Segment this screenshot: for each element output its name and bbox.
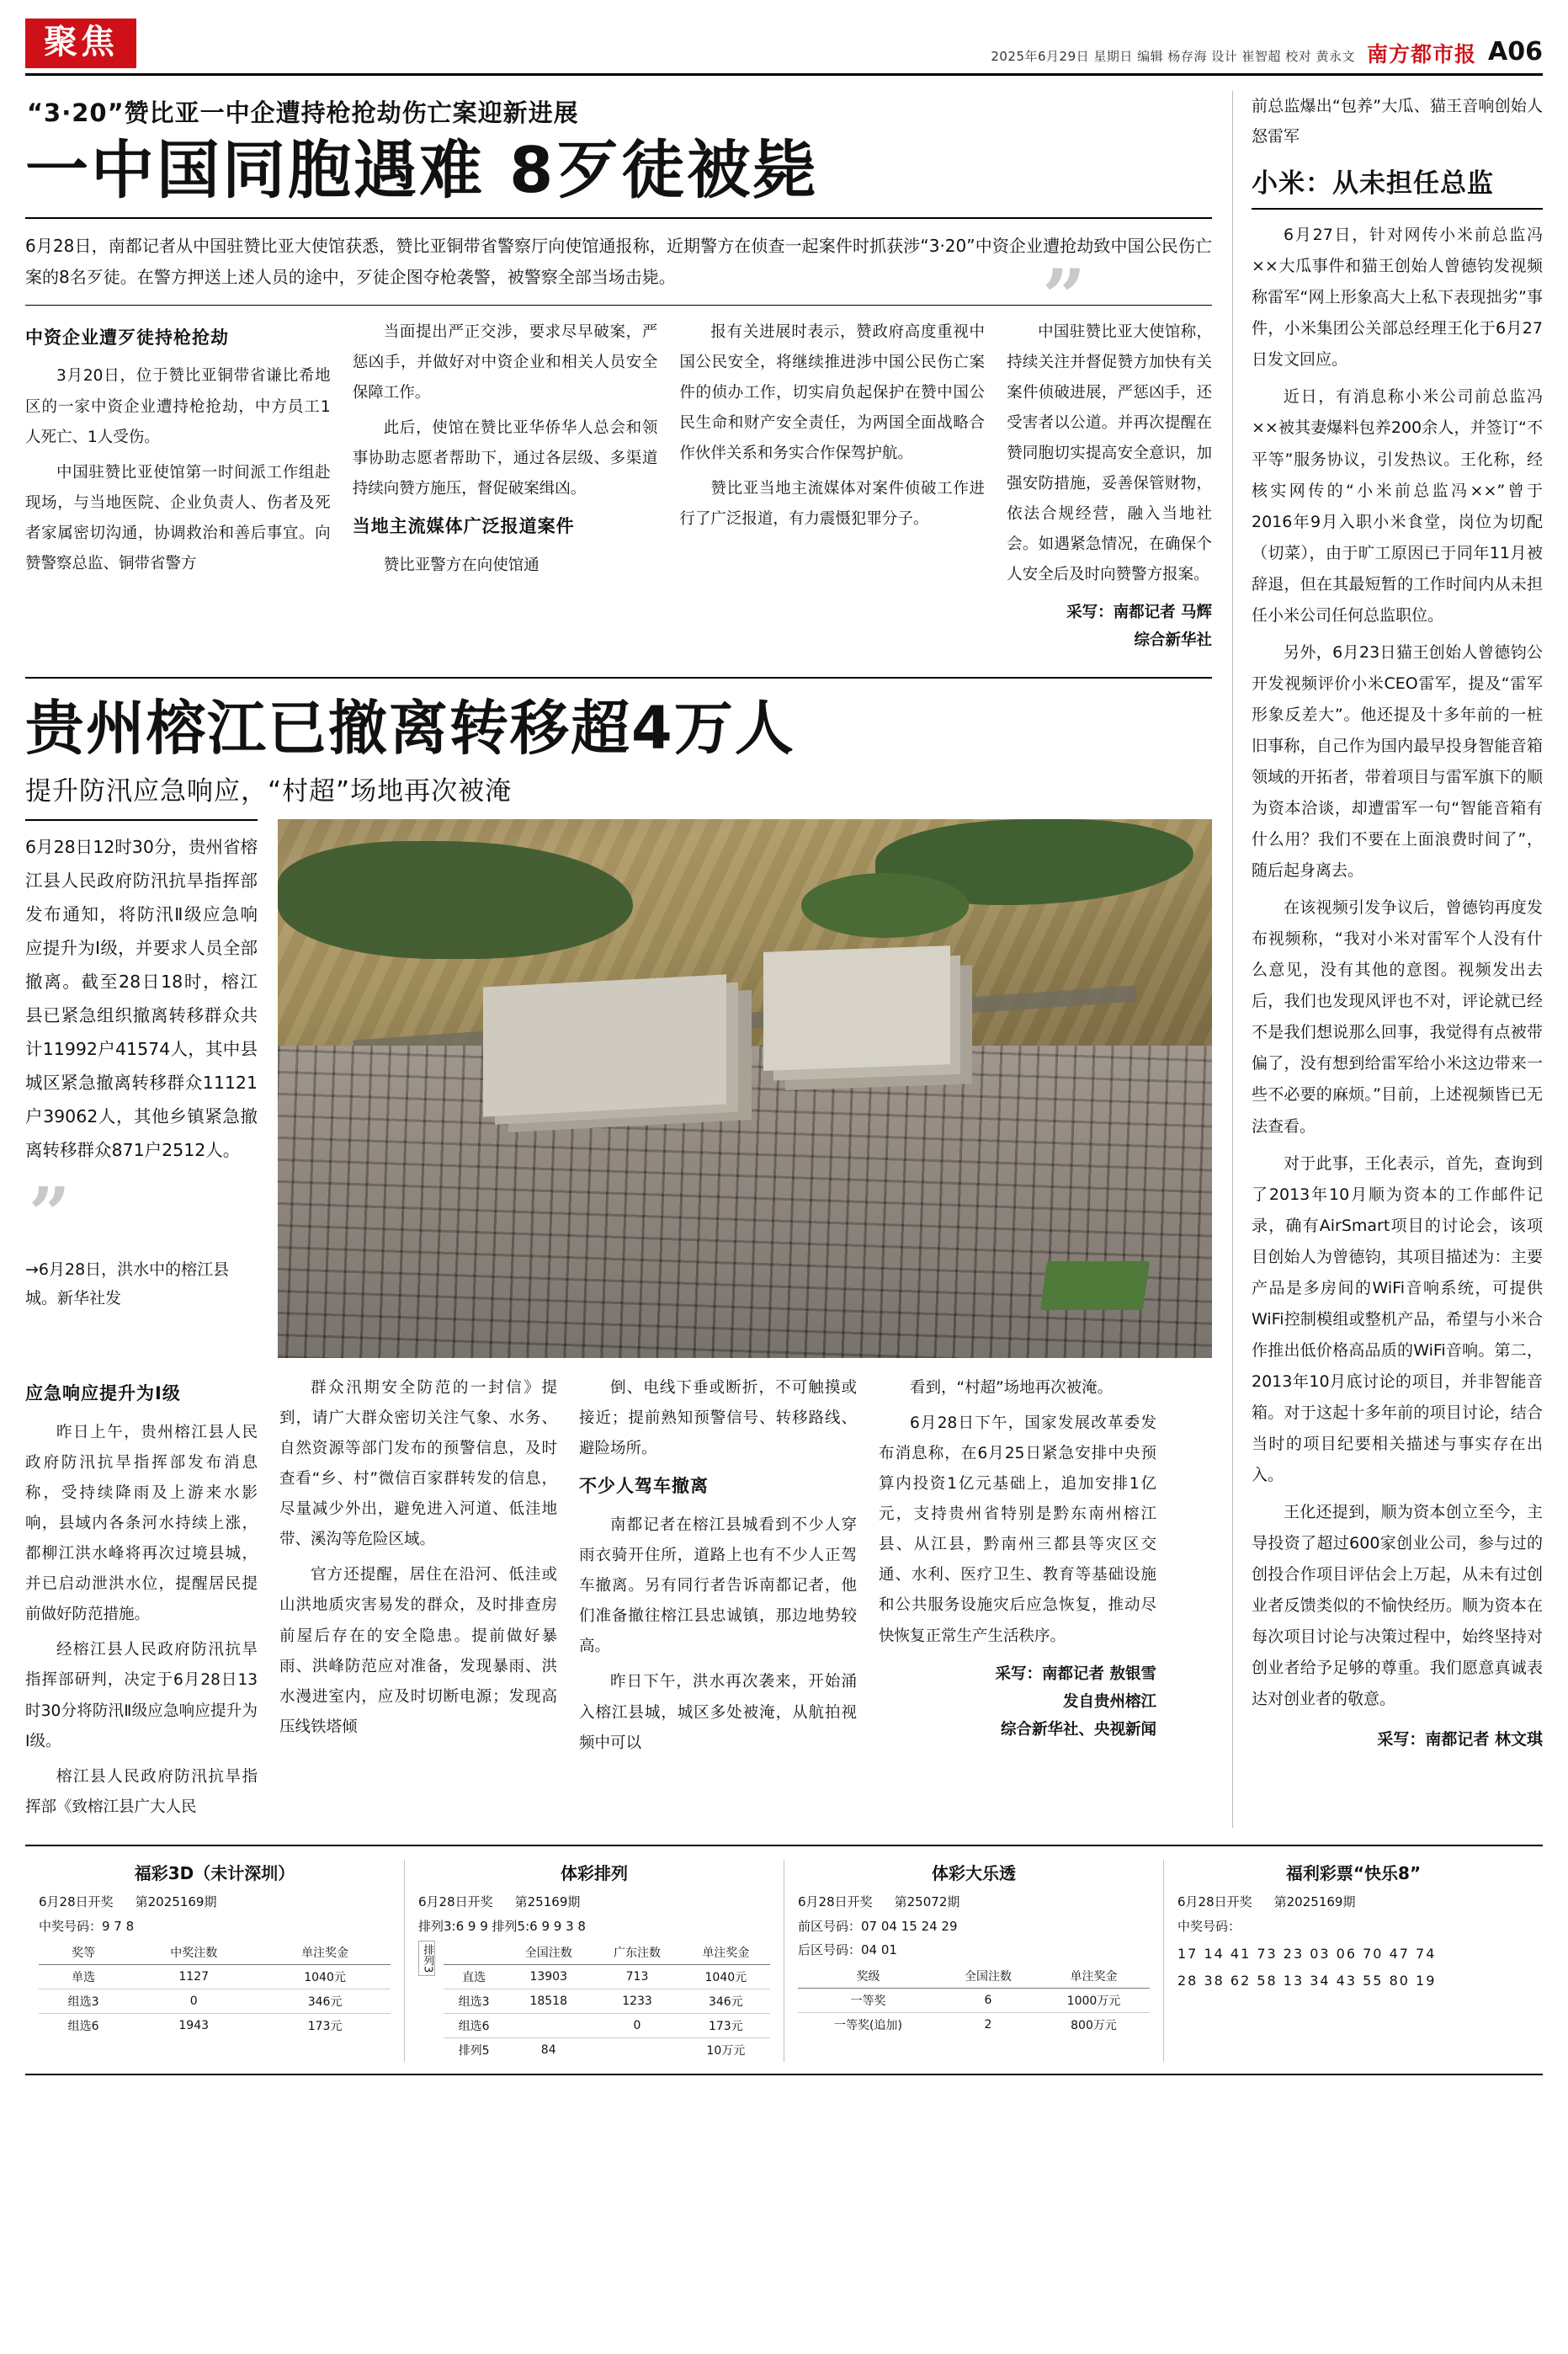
byline-line: 采写：南都记者 敖银雪 [995,1664,1156,1683]
winning-numbers-line-2: 28 38 62 58 13 34 43 55 80 19 [1177,1972,1437,1989]
lottery-title: 体彩大乐透 [932,1862,1016,1883]
winning-numbers-front: 前区号码：07 04 15 24 29 [798,1918,958,1934]
cell [593,2037,681,2062]
story-rongjiang [25,677,1212,1828]
table-row [798,1988,1150,2012]
paragraph: 经榕江县人民政府防汛抗旱指挥部研判，决定于6月28日13时30分将防汛Ⅱ级应急响应提升为Ⅰ级。 [25,1641,258,1750]
story3-body [1252,220,1543,1715]
story1-columns [25,317,1212,655]
page-number: A06 [1488,37,1543,67]
lottery-table-wrap [418,1941,770,2062]
draw-issue: 第25169期 [514,1893,581,1909]
cell: 组选6 [39,2013,128,2037]
story2-columns [25,1373,1212,1828]
paragraph: 王化还提到，顺为资本创立至今，主导投资了超过600家创业公司，参与过的创投合作项目评估会上万起，从未有过创业者反馈类似的不愉快经历。顺为资本在每次项目讨论与决策过程中，始终坚持对创业者给予足够的尊重。我们愿意真诚表达对创业者的敬意。 [1252,1503,1543,1709]
cell: 一等奖(追加) [798,2012,938,2037]
issue-credits: 2025年6月29日 星期日 编辑 杨存海 设计 崔智超 校对 黄永文 [991,49,1356,64]
lottery-sub [798,1893,1150,1910]
lottery-block-daletou [784,1860,1164,2062]
cell: 10万元 [682,2037,770,2062]
col-header: 广东注数 [593,1941,681,1965]
cell: 18518 [504,1989,593,2013]
story3-headline: 小米：从未担任总监 [1252,162,1543,210]
story-zambia [25,94,1212,655]
story2-subhead-2: 不少人驾车撤离 [579,1476,709,1497]
story2-top [25,819,1212,1358]
table-row [444,2013,770,2037]
table-header-row [798,1964,1150,1989]
cell: 直选 [444,1964,504,1989]
lottery-block-fucai3d [25,1860,405,2062]
cell: 单选 [39,1964,128,1989]
draw-date: 6月28日开奖 [1177,1893,1252,1909]
story2-subhead-1: 应急响应提升为Ⅰ级 [25,1383,181,1404]
paper-logo: 南方都市报 [1367,42,1477,67]
masthead-right [991,37,1543,68]
story2-subhead: 提升防汛应急响应，“村超”场地再次被淹 [25,776,513,807]
table-row [39,2013,391,2037]
paragraph: 此后，使馆在赞比亚华侨华人总会和领事协助志愿者帮助下，通过各层级、多渠道持续向赞方施压，督促破案缉凶。 [352,418,658,498]
vegetation-patch [801,873,970,938]
apartment-block [763,945,950,1071]
byline-line: 采写：南都记者 马辉 [1066,604,1213,622]
cell: 排列5 [444,2037,504,2062]
table-row [444,1989,770,2013]
cell: 13903 [504,1964,593,1989]
story2-col-1 [25,1373,258,1828]
col-header: 全国注数 [938,1964,1038,1989]
paragraph: 昨日下午，洪水再次袭来，开始涌入榕江县城，城区多处被淹，从航拍视频中可以 [579,1673,857,1752]
paragraph: 近日，有消息称小米公司前总监冯××被其妻爆料包养200余人，并签订“不平等”服务协议，引发热议。王化称，经核实网传的“小米前总监冯××”曾于2016年9月入职小米食堂，岗位为切配（切菜），由于旷工原因已于同年11月被辞退，但在其最短暂的工作时间内从未担任小米公司任何总监职位。 [1252,387,1543,625]
paragraph: 6月28日下午，国家发展改革委发布消息称，在6月25日紧急安排中央预算内投资1亿元基础上，追加安排1亿元，支持贵州省特别是黔东南州榕江县、从江县，黔南州三都县等灾区交通、水利、医疗卫生、教育等基础设施和公共服务设施灾后应急恢复，推动尽快恢复正常生产生活秩序。 [879,1414,1156,1645]
masthead-left [25,19,136,68]
paragraph: 另外，6月23日猫王创始人曾德钧公开发视频评价小米CEO雷军，提及“雷军形象反差大”。他还提及十多年前的一桩旧事称，自己作为国内最早投身智能音箱领域的开拓者，带着项目与雷军旗下的顺为资本洽谈，却遭雷军一句“智能音箱有什么用？我们不要在上面浪费时间了”，随后起身离去。 [1252,642,1543,881]
cell: 346元 [259,1989,391,2013]
paragraph: 赞比亚当地主流媒体对案件侦破工作进行了广泛报道，有力震慑犯罪分子。 [679,479,986,528]
story1-kicker: “3·20”赞比亚一中企遭持枪抢劫伤亡案迎新进展 [27,99,579,127]
story3-kicker: 前总监爆出“包养”大瓜、猫王音响创始人怒雷军 [1252,97,1543,146]
winning-numbers-line-1: 17 14 41 73 23 03 06 70 47 74 [1177,1945,1437,1962]
sports-field [1040,1261,1150,1310]
winning-numbers-back: 后区号码：04 01 [798,1941,897,1957]
story2-headline: 贵州榕江已撤离转移超4万人 [25,693,795,763]
cell: 800万元 [1038,2012,1150,2037]
story1-col-2 [353,317,658,655]
col-header: 奖级 [798,1964,938,1989]
paragraph: 6月27日，针对网传小米前总监冯××大瓜事件和猫王创始人曾德钧发视频称雷军“网上形象高大上私下表现拙劣”事件，小米集团公关部总经理王化于6月27日发文回应。 [1252,226,1543,370]
story1-lead-text: 6月28日，南都记者从中国驻赞比亚大使馆获悉，赞比亚铜带省警察厅向使馆通报称，近期警方在侦查一起案件时抓获涉“3·20”中资企业遭抢劫致中国公民伤亡案的8名歹徒。在警方押送上述人员的途中，歹徒企图夺枪袭警，被警察全部当场击毙。 [25,235,1212,287]
lottery-title: 福利彩票“快乐8” [1285,1862,1422,1883]
cell [504,2013,593,2037]
cell: 0 [593,2013,681,2037]
lottery-table [798,1964,1150,2037]
series-label: 排列3 [418,1941,435,1976]
paragraph: 对于此事，王化表示，首先，查询到了2013年10月顺为资本的工作邮件记录，确有AirSmart项目的讨论会，该项目创始人为曾德钧，其项目描述为：主要产品是多房间的WiFi音响系统，可提供WiFi控制模组或整机产品，希望与小米合作推出低价格高品质的WiFi音响。第二，2013年10月底讨论的项目，并非智能音箱。对于这起十多年前的项目讨论，结合当时的项目纪要相关描述与事实存在出入。 [1252,1153,1543,1485]
story3-byline: 采写：南都记者 林文琪 [1377,1730,1543,1750]
cell: 173元 [682,2013,770,2037]
flood-aerial-photo [278,819,1212,1358]
col-header: 中奖注数 [128,1941,259,1965]
cell: 1943 [128,2013,259,2037]
story1-col-3 [679,317,985,655]
cell: 173元 [259,2013,391,2037]
story1-subhead-2: 当地主流媒体广泛报道案件 [352,515,575,536]
cell: 组选3 [444,1989,504,2013]
lottery-block-ticaipailie [405,1860,784,2062]
cell: 0 [128,1989,259,2013]
lottery-block-kuaile8 [1164,1860,1543,2062]
col-header: 奖等 [39,1941,128,1965]
paragraph: 群众汛期安全防范的一封信》提到，请广大群众密切关注气象、水务、自然资源等部门发布的预警信息，及时查看“乡、村”微信百家群转发的信息，尽量减少外出，避免进入河道、低洼地带、溪沟等危险区域。 [279,1379,557,1549]
lottery-sub [39,1893,391,1910]
story1-headline: 一中国同胞遇难 8歹徒被毙 [25,133,819,207]
cell: 2 [938,2012,1038,2037]
col-header: 全国注数 [504,1941,593,1965]
story-xiaomi [1232,91,1543,1828]
table-row [444,1964,770,1989]
table-row [798,2012,1150,2037]
paragraph: 中国驻赞比亚大使馆称，持续关注并督促赞方加快有关案件侦破进展，严惩凶手，还受害者以公道。并再次提醒在赞同胞切实提高安全意识，加强安防措施，妥善保管财物，依法合规经营，融入当地社会。如遇紧急情况，在确保个人安全后及时向赞警方报案。 [1007,322,1213,583]
story1-col-4 [1007,317,1212,655]
winning-numbers-label: 中奖号码： [1177,1918,1241,1934]
table-row [444,2037,770,2062]
table-row [39,1964,391,1989]
story1-subhead-1: 中资企业遭歹徒持枪抢劫 [25,327,229,348]
story2-byline [879,1660,1156,1744]
paragraph: 倒、电线下垂或断折，不可触摸或接近；提前熟知预警信号、转移路线、避险场所。 [579,1379,857,1458]
story1-byline [1007,599,1212,655]
apartment-block [483,974,726,1116]
col-header: 单注奖金 [1038,1964,1150,1989]
paragraph: 当面提出严正交涉，要求尽早破案，严惩凶手，并做好对中资企业和相关人员安全保障工作。 [352,322,658,402]
story2-col-4 [879,1373,1156,1828]
lottery-title: 福彩3D（未计深圳） [134,1862,295,1883]
paragraph: 南都记者在榕江县城看到不少人穿雨衣骑开住所，道路上也有不少人正驾车撤离。另有同行者告诉南都记者，他们准备撤往榕江县忠诚镇，那边地势较高。 [579,1516,857,1656]
story1-col-1 [25,317,331,655]
quote-mark-icon: ” [1042,252,1086,342]
byline-line: 发自贵州榕江 [1062,1692,1156,1711]
lottery-results [25,1845,1543,2075]
col-header: 单注奖金 [682,1941,770,1965]
col-header [444,1941,504,1965]
col-header: 单注奖金 [259,1941,391,1965]
byline-line: 综合新华社 [1134,631,1213,650]
paragraph: 榕江县人民政府防汛抗旱指挥部《致榕江县广大人民 [25,1767,258,1816]
lottery-table [39,1941,391,2037]
cell: 84 [504,2037,593,2062]
table-row [39,1989,391,2013]
draw-issue: 第2025169期 [1273,1893,1356,1909]
draw-date: 6月28日开奖 [39,1893,114,1909]
draw-date: 6月28日开奖 [798,1893,873,1909]
page-body [25,91,1543,1828]
lottery-sub [418,1893,770,1910]
story2-col-2 [279,1373,557,1828]
paragraph: 报有关进展时表示，赞政府高度重视中国公民安全，将继续推进涉中国公民伤亡案件的侦办工作，切实肩负起保护在赞中国公民生命和财产安全责任，为两国全面战略合作伙伴关系和务实合作保驾护航。 [679,322,986,462]
paragraph: 中国驻赞比亚使馆第一时间派工作组赴现场，与当地医院、企业负责人、伤者及死者家属密切沟通，协调救治和善后事宜。向赞警察总监、铜带省警方 [25,463,331,573]
cell: 713 [593,1964,681,1989]
draw-date: 6月28日开奖 [418,1893,493,1909]
table-header-row [39,1941,391,1965]
cell: 6 [938,1988,1038,2012]
section-label-focus: 聚焦 [25,19,136,68]
masthead [25,19,1543,76]
winning-numbers: 中奖号码：9 7 8 [39,1918,135,1934]
paragraph: 昨日上午，贵州榕江县人民政府防汛抗旱指挥部发布消息称，受持续降雨及上游来水影响，县域内各条河水持续上涨，都柳江洪水峰将再次过境县城，并已启动泄洪水位，提醒居民提前做好防范措施。 [25,1423,258,1624]
cell: 一等奖 [798,1988,938,2012]
cell: 组选3 [39,1989,128,2013]
cell: 346元 [682,1989,770,2013]
paragraph: 看到，“村超”场地再次被淹。 [910,1379,1114,1398]
lottery-sub [1177,1893,1529,1910]
cell: 1000万元 [1038,1988,1150,2012]
byline-line: 综合新华社、央视新闻 [1000,1721,1156,1739]
city-rooftops [278,1046,1212,1358]
lottery-title: 体彩排列 [561,1862,628,1883]
paragraph: 赞比亚警方在向使馆通 [383,556,539,574]
photo-caption: →6月28日，洪水中的榕江县城。新华社发 [25,1260,230,1308]
story2-lead-col [25,819,258,1358]
lottery-table [444,1941,770,2062]
paragraph: 在该视频引发争议后，曾德钧再度发布视频称，“我对小米对雷军个人没有什么意见，没有其他的意图。视频发出去后，我们也发现风评也不对，评论就已经不是我们想说那么回事，我觉得有点被带偏了，没有想到给雷军给小米这边带来一些不必要的麻烦。”目前，上述视频皆已无法查看。 [1252,898,1543,1136]
winning-numbers: 排列3:6 9 9 排列5:6 9 9 3 8 [418,1918,586,1934]
left-zone [25,91,1212,1828]
paragraph: 官方还提醒，居住在沿河、低洼或山洪地质灾害易发的群众，及时排查房前屋后存在的安全隐患。提前做好暴雨、洪峰防范应对准备，发现暴雨、洪水漫进室内，应及时切断电源；发现高压线铁塔倾 [279,1566,557,1736]
cell: 1040元 [259,1964,391,1989]
cell: 1233 [593,1989,681,2013]
table-header-row [444,1941,770,1965]
draw-issue: 第2025169期 [135,1893,217,1909]
quote-mark-icon: ” [29,1171,71,1257]
cell: 1127 [128,1964,259,1989]
cell: 1040元 [682,1964,770,1989]
story2-lead-text: 6月28日12时30分，贵州省榕江县人民政府防汛抗旱指挥部发布通知，将防汛Ⅱ级应急响应提升为Ⅰ级，并要求人员全部撤离。截至28日18时，榕江县已紧急组织撤离转移群众共计11992户41574人，其中县城区紧急撤离转移群众11121户39062人，其他乡镇紧急撤离转移群众871户2512人。 [25,837,258,1160]
story2-col-3 [579,1373,857,1828]
paragraph: 3月20日，位于赞比亚铜带省谦比希地区的一家中资企业遭持枪抢劫，中方员工1人死亡、1人受伤。 [25,367,331,446]
draw-issue: 第25072期 [894,1893,960,1909]
cell: 组选6 [444,2013,504,2037]
